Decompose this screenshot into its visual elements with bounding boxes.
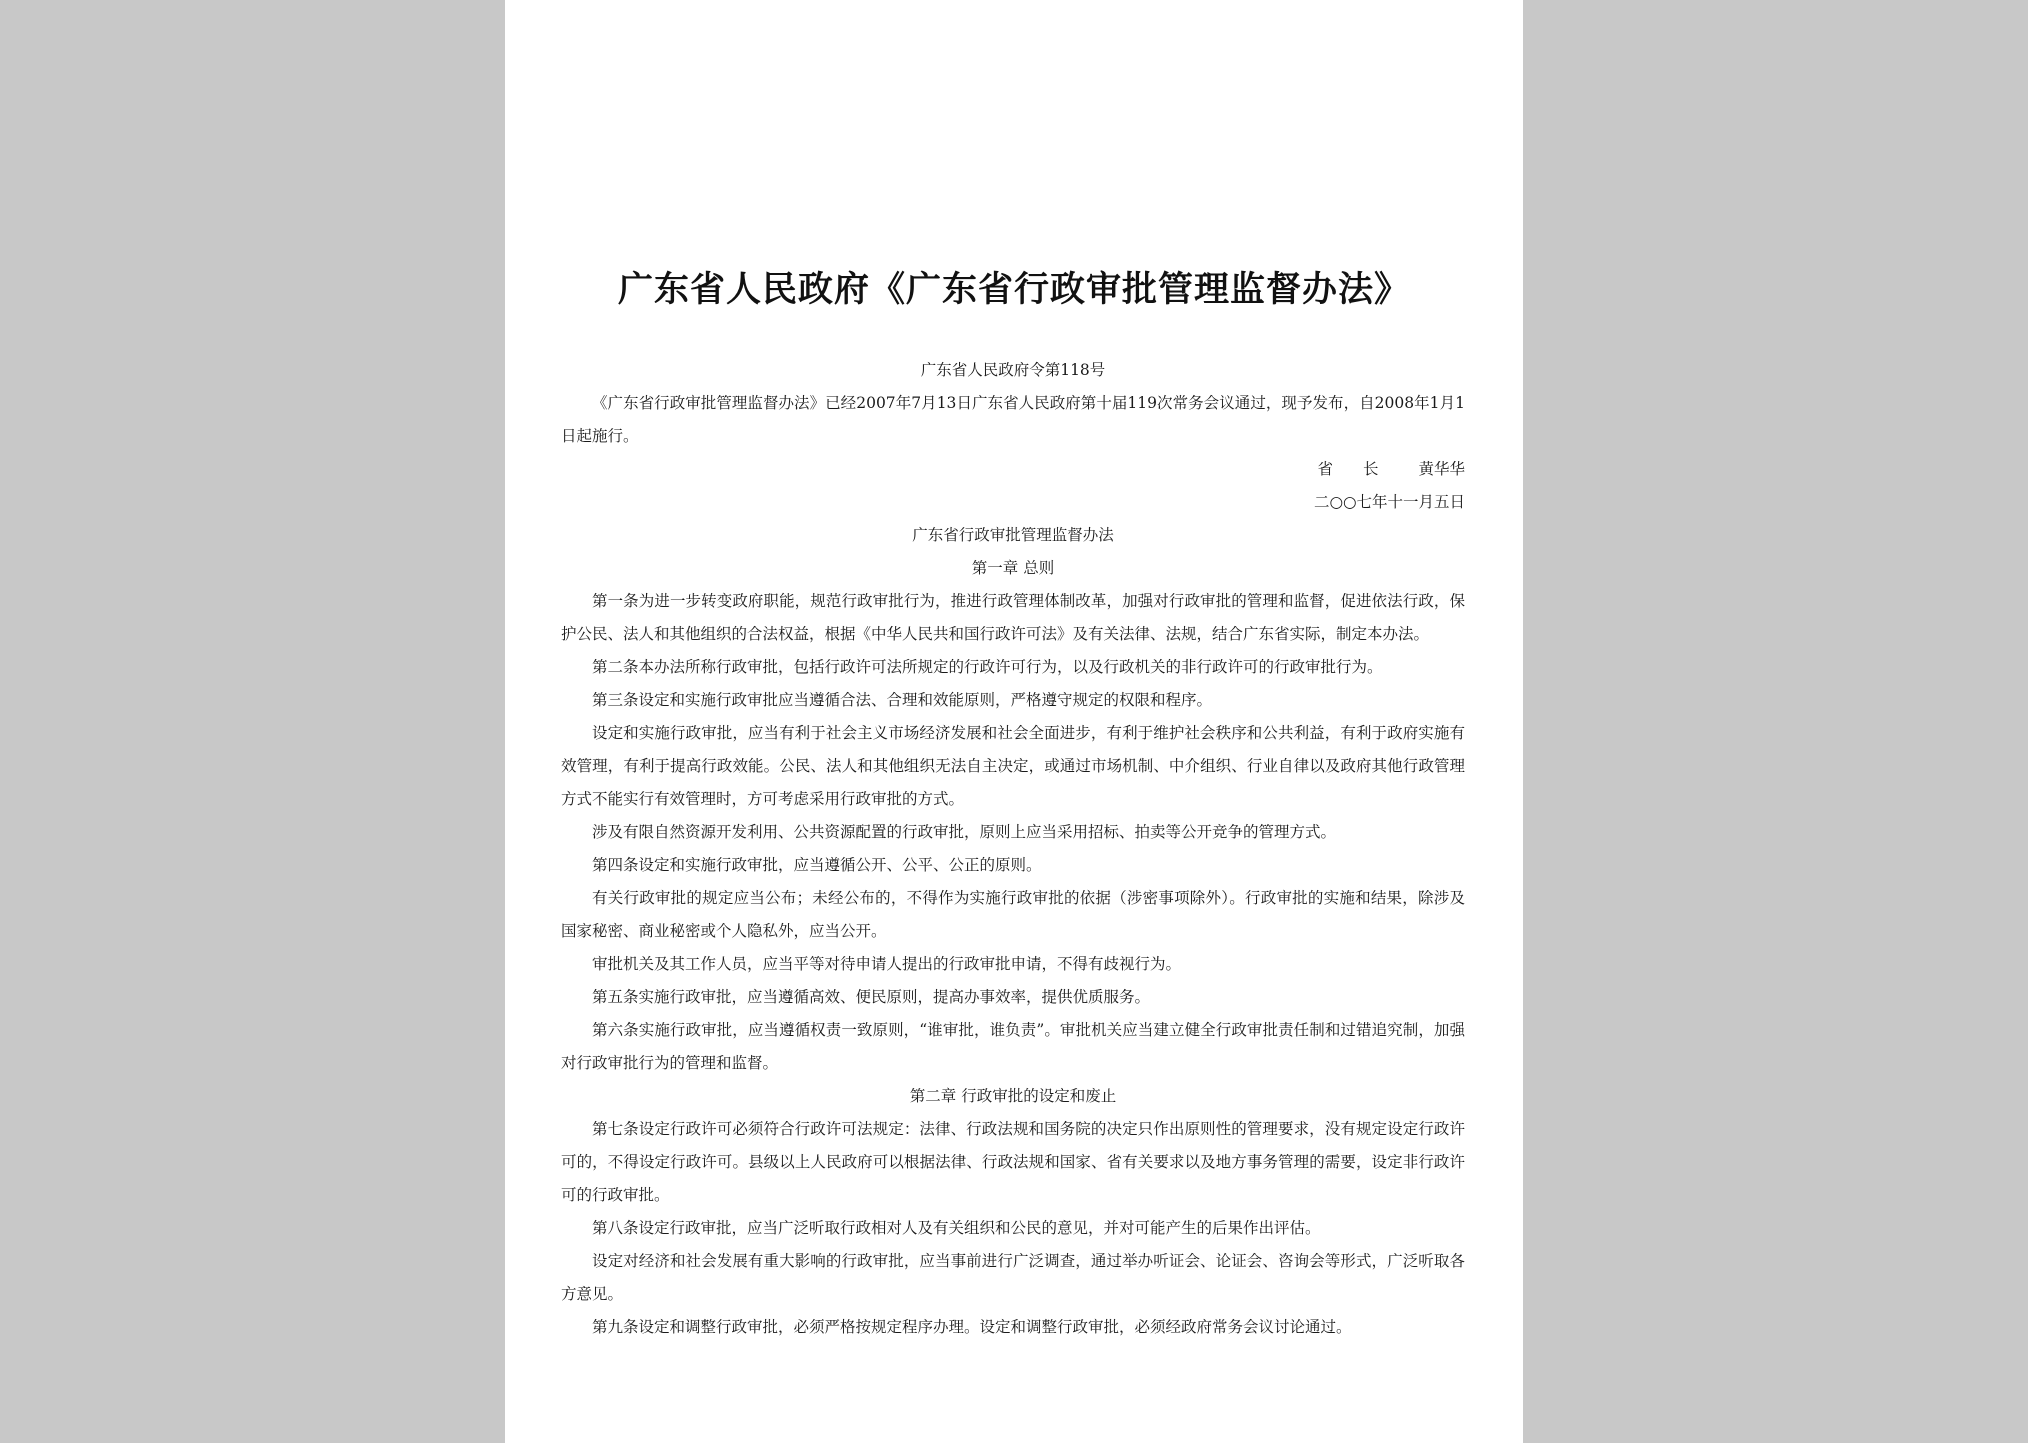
article-paragraph: 第五条实施行政审批，应当遵循高效、便民原则，提高办事效率，提供优质服务。 [592,988,1151,1006]
law-title: 广东省行政审批管理监督办法 [912,526,1114,544]
signature-line [561,453,1465,486]
article-paragraph: 设定对经济和社会发展有重大影响的行政审批，应当事前进行广泛调查，通过举办听证会、论证会、咨询会等形式，广泛听取各方意见。 [561,1252,1465,1303]
article-paragraph: 第三条设定和实施行政审批应当遵循合法、合理和效能原则，严格遵守规定的权限和程序。 [592,691,1213,709]
document-title: 广东省人民政府《广东省行政审批管理监督办法》 [617,269,1410,310]
article-paragraph: 第七条设定行政许可必须符合行政许可法规定：法律、行政法规和国务院的决定只作出原则性的管理要求，没有规定设定行政许可的，不得设定行政许可。县级以上人民政府可以根据法律、行政法规和国家、省有关要求以及地方事务管理的需要，设定非行政许可的行政审批。 [561,1120,1465,1204]
signature-name: 黄华华 [1418,460,1465,478]
article-paragraph: 第一条为进一步转变政府职能，规范行政审批行为，推进行政管理体制改革，加强对行政审批的管理和监督，促进依法行政，保护公民、法人和其他组织的合法权益，根据《中华人民共和国行政许可法》及有关法律、法规，结合广东省实际，制定本办法。 [561,592,1465,643]
article-paragraph: 第八条设定行政审批，应当广泛听取行政相对人及有关组织和公民的意见，并对可能产生的后果作出评估。 [592,1219,1321,1237]
chapter-1-title: 第一章 总则 [971,559,1055,577]
article-paragraph: 设定和实施行政审批，应当有利于社会主义市场经济发展和社会全面进步，有利于维护社会秩序和公共利益，有利于政府实施有效管理，有利于提高行政效能。公民、法人和其他组织无法自主决定，或通过市场机制、中介组织、行业自律以及政府其他行政管理方式不能实行有效管理时，方可考虑采用行政审批的方式。 [561,724,1465,808]
article-paragraph: 涉及有限自然资源开发利用、公共资源配置的行政审批，原则上应当采用招标、拍卖等公开竞争的管理方式。 [592,823,1337,841]
document-body [561,354,1465,1344]
article-paragraph: 有关行政审批的规定应当公布；未经公布的，不得作为实施行政审批的依据（涉密事项除外）。行政审批的实施和结果，除涉及国家秘密、商业秘密或个人隐私外，应当公开。 [561,889,1465,940]
article-paragraph: 审批机关及其工作人员，应当平等对待申请人提出的行政审批申请，不得有歧视行为。 [592,955,1182,973]
article-paragraph: 第二条本办法所称行政审批，包括行政许可法所规定的行政许可行为，以及行政机关的非行政许可的行政审批行为。 [592,658,1383,676]
signature-role: 省长 [1317,460,1409,478]
chapter-2-title: 第二章 行政审批的设定和废止 [909,1087,1117,1105]
order-number: 广东省人民政府令第118号 [920,361,1106,379]
article-paragraph: 第四条设定和实施行政审批，应当遵循公开、公平、公正的原则。 [592,856,1042,874]
document-page [505,0,1523,1443]
article-paragraph: 第六条实施行政审批，应当遵循权责一致原则，“谁审批，谁负责”。审批机关应当建立健全行政审批责任制和过错追究制，加强对行政审批行为的管理和监督。 [561,1021,1465,1072]
article-paragraph: 第九条设定和调整行政审批，必须严格按规定程序办理。设定和调整行政审批，必须经政府常务会议讨论通过。 [592,1318,1352,1336]
signature-date: 二○○七年十一月五日 [1313,493,1465,511]
preamble: 《广东省行政审批管理监督办法》已经2007年7月13日广东省人民政府第十届119次常务会议通过，现予发布，自2008年1月1日起施行。 [561,394,1465,445]
